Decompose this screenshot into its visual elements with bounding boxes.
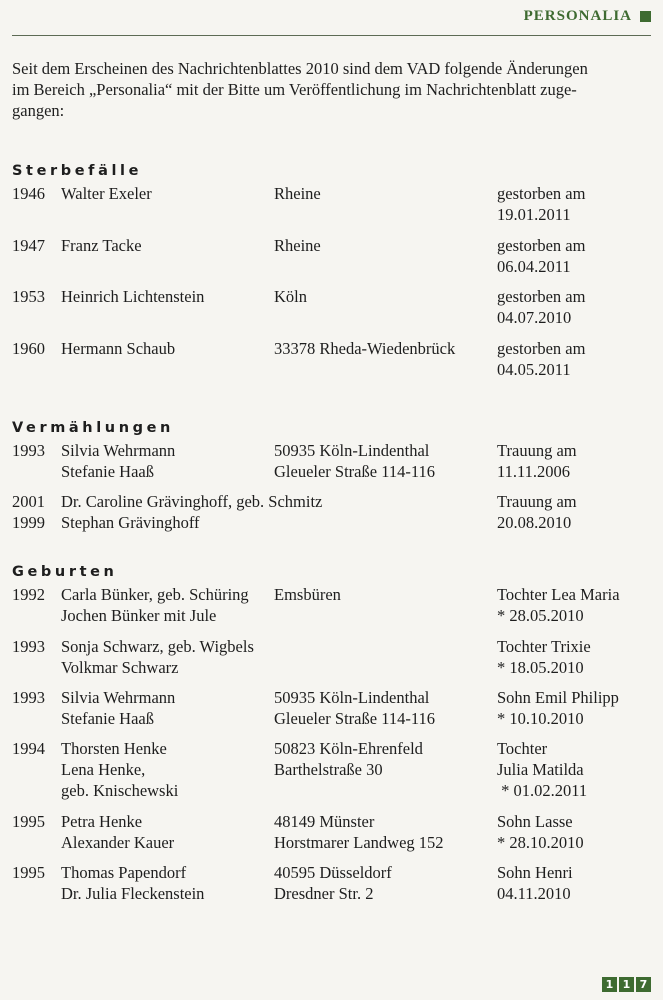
entry-name: Silvia Wehrmann Stefanie Haaß (61, 688, 176, 728)
entry-status: Tochter Julia Matilda * 01.02.2011 (497, 739, 588, 800)
birth-entry (12, 862, 652, 906)
death-entry (12, 338, 652, 382)
page-digit: 7 (636, 977, 651, 992)
entry-place: 50823 Köln-Ehrenfeld Barthelstraße 30 (274, 739, 423, 779)
entry-name: Thorsten Henke Lena Henke, geb. Knischewski (61, 739, 179, 800)
entry-status: Tochter Lea Maria * 28.05.2010 (497, 585, 620, 625)
entry-name: Silvia Wehrmann Stefanie Haaß (61, 441, 176, 481)
birth-entry (12, 584, 652, 628)
entry-name: Hermann Schaub (61, 339, 176, 358)
entry-name: Dr. Caroline Grävinghoff, geb. Schmitz Stephan Grävinghoff (61, 492, 323, 532)
entry-status: Sohn Lasse * 28.10.2010 (497, 812, 584, 852)
marriage-entry (12, 491, 652, 535)
section-heading-marriages: Vermählungen (12, 420, 174, 436)
entry-status: Sohn Henri 04.11.2010 (497, 863, 573, 903)
entry-status: gestorben am 04.07.2010 (497, 287, 586, 327)
entry-place: Rheine (274, 184, 321, 203)
entry-name: Heinrich Lichtenstein (61, 287, 205, 306)
entry-status: Sohn Emil Philipp * 10.10.2010 (497, 688, 619, 728)
entry-year: 2001 1999 (12, 492, 45, 532)
birth-entry (12, 687, 652, 731)
entry-place: 33378 Rheda-Wiedenbrück (274, 339, 456, 358)
page-header (524, 8, 651, 25)
entry-year: 1993 (12, 688, 45, 707)
entry-status: gestorben am 04.05.2011 (497, 339, 586, 379)
entry-place: 48149 Münster Horstmarer Landweg 152 (274, 812, 444, 852)
entry-year: 1960 (12, 339, 45, 358)
entry-name: Franz Tacke (61, 236, 142, 255)
entry-place: Rheine (274, 236, 321, 255)
marriage-entry (12, 440, 652, 484)
header-title: PERSONALIA (523, 8, 632, 24)
entry-year: 1995 (12, 812, 45, 831)
entry-status: gestorben am 19.01.2011 (497, 184, 586, 224)
death-entry (12, 235, 652, 279)
entry-year: 1992 (12, 585, 45, 604)
entry-place: Emsbüren (274, 585, 341, 604)
page-number (602, 977, 651, 992)
entry-status: Tochter Trixie * 18.05.2010 (497, 637, 591, 677)
entry-year: 1995 (12, 863, 45, 882)
intro-text (12, 58, 652, 121)
entry-year: 1953 (12, 287, 45, 306)
birth-entry (12, 738, 652, 804)
header-square-icon (640, 11, 651, 22)
entry-year: 1993 (12, 637, 45, 656)
entry-name: Carla Bünker, geb. Schüring Jochen Bünker mit Jule (61, 585, 249, 625)
entry-place: 50935 Köln-Lindenthal Gleueler Straße 114-116 (274, 441, 435, 481)
entry-name: Walter Exeler (61, 184, 152, 203)
entry-year: 1994 (12, 739, 45, 758)
entry-name: Petra Henke Alexander Kauer (61, 812, 175, 852)
entry-year: 1993 (12, 441, 45, 460)
header-rule (12, 35, 651, 36)
entry-status: Trauung am 11.11.2006 (497, 441, 577, 481)
entry-status: Trauung am 20.08.2010 (497, 492, 577, 532)
section-heading-deaths: Sterbefälle (12, 163, 143, 179)
entry-year: 1946 (12, 184, 45, 203)
page-digit: 1 (619, 977, 634, 992)
entry-name: Sonja Schwarz, geb. Wigbels Volkmar Schwarz (61, 637, 254, 677)
entry-status: gestorben am 06.04.2011 (497, 236, 586, 276)
intro-paragraph: Seit dem Erscheinen des Nachrichtenblattes 2010 sind dem VAD folgende Änderungen im Bereich „Personalia“ mit der Bitte um Veröffentlichung im Nachrichtenblatt zuge- gangen: (12, 59, 588, 120)
entry-name: Thomas Papendorf Dr. Julia Fleckenstein (61, 863, 205, 903)
birth-entry (12, 636, 652, 680)
death-entry (12, 286, 652, 330)
death-entry (12, 183, 652, 227)
entry-place: 50935 Köln-Lindenthal Gleueler Straße 114-116 (274, 688, 435, 728)
birth-entry (12, 811, 652, 855)
page-digit: 1 (602, 977, 617, 992)
entry-place: 40595 Düsseldorf Dresdner Str. 2 (274, 863, 392, 903)
section-heading-births: Geburten (12, 564, 118, 580)
entry-year: 1947 (12, 236, 45, 255)
entry-place: Köln (274, 287, 307, 306)
